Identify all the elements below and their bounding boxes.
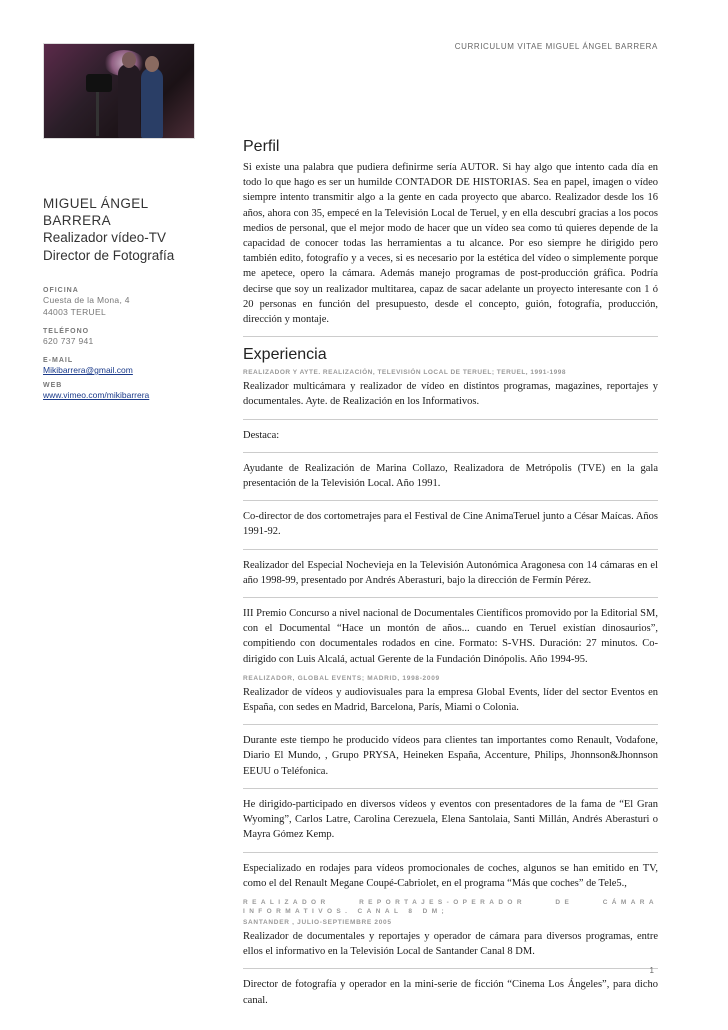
job2-paragraph-2: Durante este tiempo he producido vídeos para clientes tan importantes como Renault, Vodafone, Diario El Mundo, , Grupo PRYSA, Heineken España, Accenture, Philips, Jhonnson&Jhonnson EEUU o Teléfonica. <box>243 735 658 777</box>
divider <box>243 549 658 550</box>
main-content <box>243 137 658 1008</box>
divider <box>243 597 658 598</box>
section-divider <box>243 336 658 337</box>
profile-heading: Perfil <box>243 138 280 155</box>
email-label: E-MAIL <box>43 357 74 364</box>
sidebar <box>43 195 218 401</box>
divider <box>243 500 658 501</box>
divider <box>243 724 658 725</box>
job3-paragraph-2: Director de fotografía y operador en la mini-serie de ficción “Cinema Los Ángeles”, para dicho canal. <box>243 979 658 1006</box>
job1-paragraph-2: Destaca: <box>243 429 280 441</box>
job1-paragraph-3: Ayudante de Realización de Marina Collazo, Realizadora de Metrópolis (TVE) en la gala presentación de la Televisión Local. Año 1991. <box>243 462 658 490</box>
profile-text: Si existe una palabra que pudiera definirme sería AUTOR. Si hay algo que intento cada día en todo lo que hago es ser un humilde CONTADOR DE HISTORIAS. Sea en papel, imagen o vídeo siempre intento transmitir algo a la gente en cada proyecto que abarco. Realizador desde los 16 años, ahora con 35, empecé en la Televisión Local de Teruel, y en ella descubrí gracias a los pocos medios de personal, que el mejor modo de hacer que un vídeo sea como tú quieres depende de la capacidad de conocer todas las herramientas a tu alcance. Por eso siempre he dirigido pero también edito, fotografío y a veces, si es necesario por la estética del vídeo o simplemente porque me apetece, opero la cámara. Además manejo programas de post-producción gráfica. Podría decirse que soy un realizador multitarea, capaz de sacar adelante un proyecto interesante con 1 ó 20 personas en función del presupuesto, desde el concepto, guión, fotografía, producción, dirección y montaje. <box>243 162 658 326</box>
job3-paragraph-1: Realizador de documentales y reportajes y operador de cámara para diversos programas, entre ellos el informativo en la Televisión Local de Santander Canal 8 DM. <box>243 930 658 958</box>
web-link[interactable]: www.vimeo.com/mikibarrera <box>43 390 150 400</box>
job2-paragraph-1: Realizador de vídeos y audiovisuales para la empresa Global Events, líder del sector Eventos en España, con sedes en Madrid, Barcelona, París, Miami o Colonia. <box>243 686 658 714</box>
role-line-2: Director de Fotografía <box>43 248 175 263</box>
phone-number: 620 737 941 <box>43 336 94 346</box>
job1-paragraph-4: Co-director de dos cortometrajes para el Festival de Cine AnimaTeruel junto a César Maícas. Años 1991-92. <box>243 511 658 538</box>
office-label: OFICINA <box>43 287 79 294</box>
job1-paragraph-6: III Premio Concurso a nivel nacional de Documentales Científicos promovido por la Editorial SM, con el Documental “Hace un montón de años... cuando en Teruel existían dinosaurios”, compitiendo con documentales rodados en cine. Formato: S-VHS. Duración: 27 minutos. Co-dirigido con Luis Alcalá, actual Gerente de la Fundación Dinópolis. Año 1994-95. <box>243 608 658 665</box>
page-number: 1 <box>649 966 654 975</box>
divider <box>243 452 658 453</box>
profile-photo <box>43 43 195 139</box>
job2-paragraph-3: He dirigido-participado en diversos vídeos y eventos con presentadores de la fama de “El Gran Wyoming”, Carlos Latre, Carolina Cerezuela, Elena Santolaia, Santi Millán, Andrés Aberasturi o Mayra Gómez Kemp. <box>243 798 658 841</box>
role-line-1: Realizador vídeo-TV <box>43 230 167 245</box>
web-label: WEB <box>43 382 63 389</box>
address-line-2: 44003 TERUEL <box>43 307 106 317</box>
person-name: MIGUEL ÁNGEL BARRERA <box>43 196 149 228</box>
job1-paragraph-1: Realizador multicámara y realizador de vídeo en distintos programas, magazines, reportajes y documentales. Ayte. de Realización en los Informativos. <box>243 381 658 408</box>
job-title-2: REALIZADOR, GLOBAL EVENTS; MADRID, 1998-2009 <box>243 674 440 682</box>
divider <box>243 419 658 420</box>
job-title-3-location: SANTANDER , JULIO-SEPTIEMBRE 2005 <box>243 918 392 926</box>
divider <box>243 852 658 853</box>
address-line-1: Cuesta de la Mona, 4 <box>43 295 130 305</box>
job1-paragraph-5: Realizador del Especial Nochevieja en la Televisión Autonómica Aragonesa con 14 cámaras en el año 1998-99, presentado por Andrés Aberasturi, bajo la dirección de Fermín Pérez. <box>243 559 658 586</box>
job2-paragraph-4: Especializado en rodajes para vídeos promocionales de coches, algunos se han emitido en TV, como el del Renault Megane Coupé-Cabriolet, en el programa “Más que coches” de Tele5., <box>243 862 658 889</box>
phone-label: TELÉFONO <box>43 328 90 335</box>
running-title: CURRICULUM VITAE MIGUEL ÁNGEL BARRERA <box>454 42 658 51</box>
job-title-3: REALIZADOR REPORTAJES-OPERADOR DE CÁMARA INFORMATIVOS. CANAL 8 DM; <box>243 898 658 915</box>
experience-heading: Experiencia <box>243 346 327 364</box>
job-title-1: REALIZADOR Y AYTE. REALIZACIÓN, TELEVISIÓN LOCAL DE TERUEL; TERUEL, 1991-1998 <box>243 369 566 377</box>
email-link[interactable]: Mikibarrera@gmail.com <box>43 365 133 375</box>
divider <box>243 968 658 969</box>
divider <box>243 788 658 789</box>
